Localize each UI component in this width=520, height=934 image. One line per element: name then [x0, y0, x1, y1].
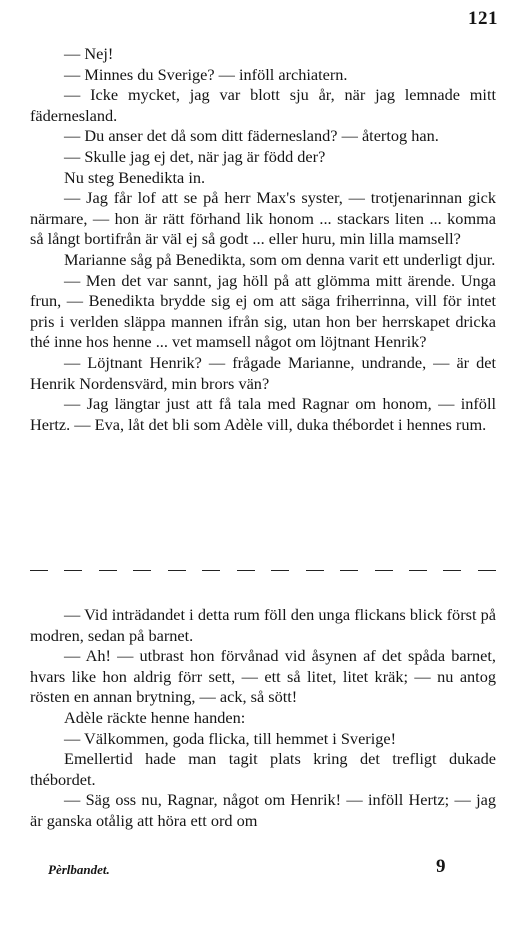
section-separator: [30, 570, 496, 571]
paragraph: Marianne såg på Benedikta, som om denna varit ett underligt djur.: [64, 249, 496, 269]
separator-dash: [443, 570, 461, 571]
separator-dash: [478, 570, 496, 571]
separator-dash: [306, 570, 324, 571]
separator-dash: [168, 570, 186, 571]
text-block-top: [30, 44, 496, 435]
separator-dash: [30, 570, 48, 571]
paragraph: — Minnes du Sverige? — inföll archiatern.: [64, 64, 348, 84]
separator-dash: [99, 570, 117, 571]
paragraph: — Ah! — utbrast hon förvånad vid åsynen af det spåda barnet, hvars like hon aldrig förr sett, — ett så litet, litet kräk; — nu antog rösten en annan brytning, — ack, så sött!: [30, 646, 496, 707]
paragraph: — Löjtnant Henrik? — frågade Marianne, undrande, — är det Henrik Nordensvärd, min brors vän?: [30, 352, 496, 393]
separator-dash: [133, 570, 151, 571]
separator-dash: [64, 570, 82, 571]
sheet-number: 9: [436, 856, 446, 877]
paragraph: — Jag får lof att se på herr Max's syster, — trotjenarinnan gick närmare, — hon är rätt förhand lik honom ... stackars liten ... komma så långt bortifrån är väl ej så godt ... eller huru, min lilla mamsell?: [30, 188, 496, 249]
separator-dash: [271, 570, 289, 571]
separator-dash: [340, 570, 358, 571]
separator-dash: [202, 570, 220, 571]
separator-dash: [237, 570, 255, 571]
text-block-bottom: [30, 605, 496, 832]
paragraph: — Men det var sannt, jag höll på att glömma mitt ärende. Unga frun, — Benedikta brydde sig ej om att säga friherrinna, vill för intet pris i verlden släppa mannen ifrån sig, utan hon ber herrskapet dricka thé inne hos henne ... vet mamsell något om löjtnant Henrik?: [30, 270, 496, 352]
paragraph: — Välkommen, goda flicka, till hemmet i Sverige!: [64, 728, 397, 748]
paragraph: Nu steg Benedikta in.: [64, 167, 206, 187]
signature-mark: Pèrlbandet.: [48, 862, 110, 877]
paragraph: Adèle räckte henne handen:: [64, 707, 246, 727]
paragraph: — Icke mycket, jag var blott sju år, när jag lemnade mitt fädernesland.: [30, 85, 496, 125]
paragraph: — Säg oss nu, Ragnar, något om Henrik! — inföll Hertz; — jag är ganska otålig att höra ett ord om: [30, 790, 496, 830]
separator-dash: [409, 570, 427, 571]
paragraph: — Jag längtar just att få tala med Ragnar om honom, — inföll Hertz. — Eva, låt det bli som Adèle vill, duka thébordet i hennes rum.: [30, 394, 496, 434]
separator-dash: [375, 570, 393, 571]
page-number: 121: [468, 8, 498, 29]
paragraph: — Du anser det då som ditt fädernesland? — återtog han.: [64, 126, 439, 146]
paragraph: — Nej!: [64, 44, 114, 63]
paragraph: Emellertid hade man tagit plats kring det trefligt dukade thébordet.: [30, 749, 496, 789]
paragraph: — Vid inträdandet i detta rum föll den unga flickans blick först på modren, sedan på barnet.: [30, 605, 496, 645]
paragraph: — Skulle jag ej det, när jag är född der?: [64, 146, 326, 166]
